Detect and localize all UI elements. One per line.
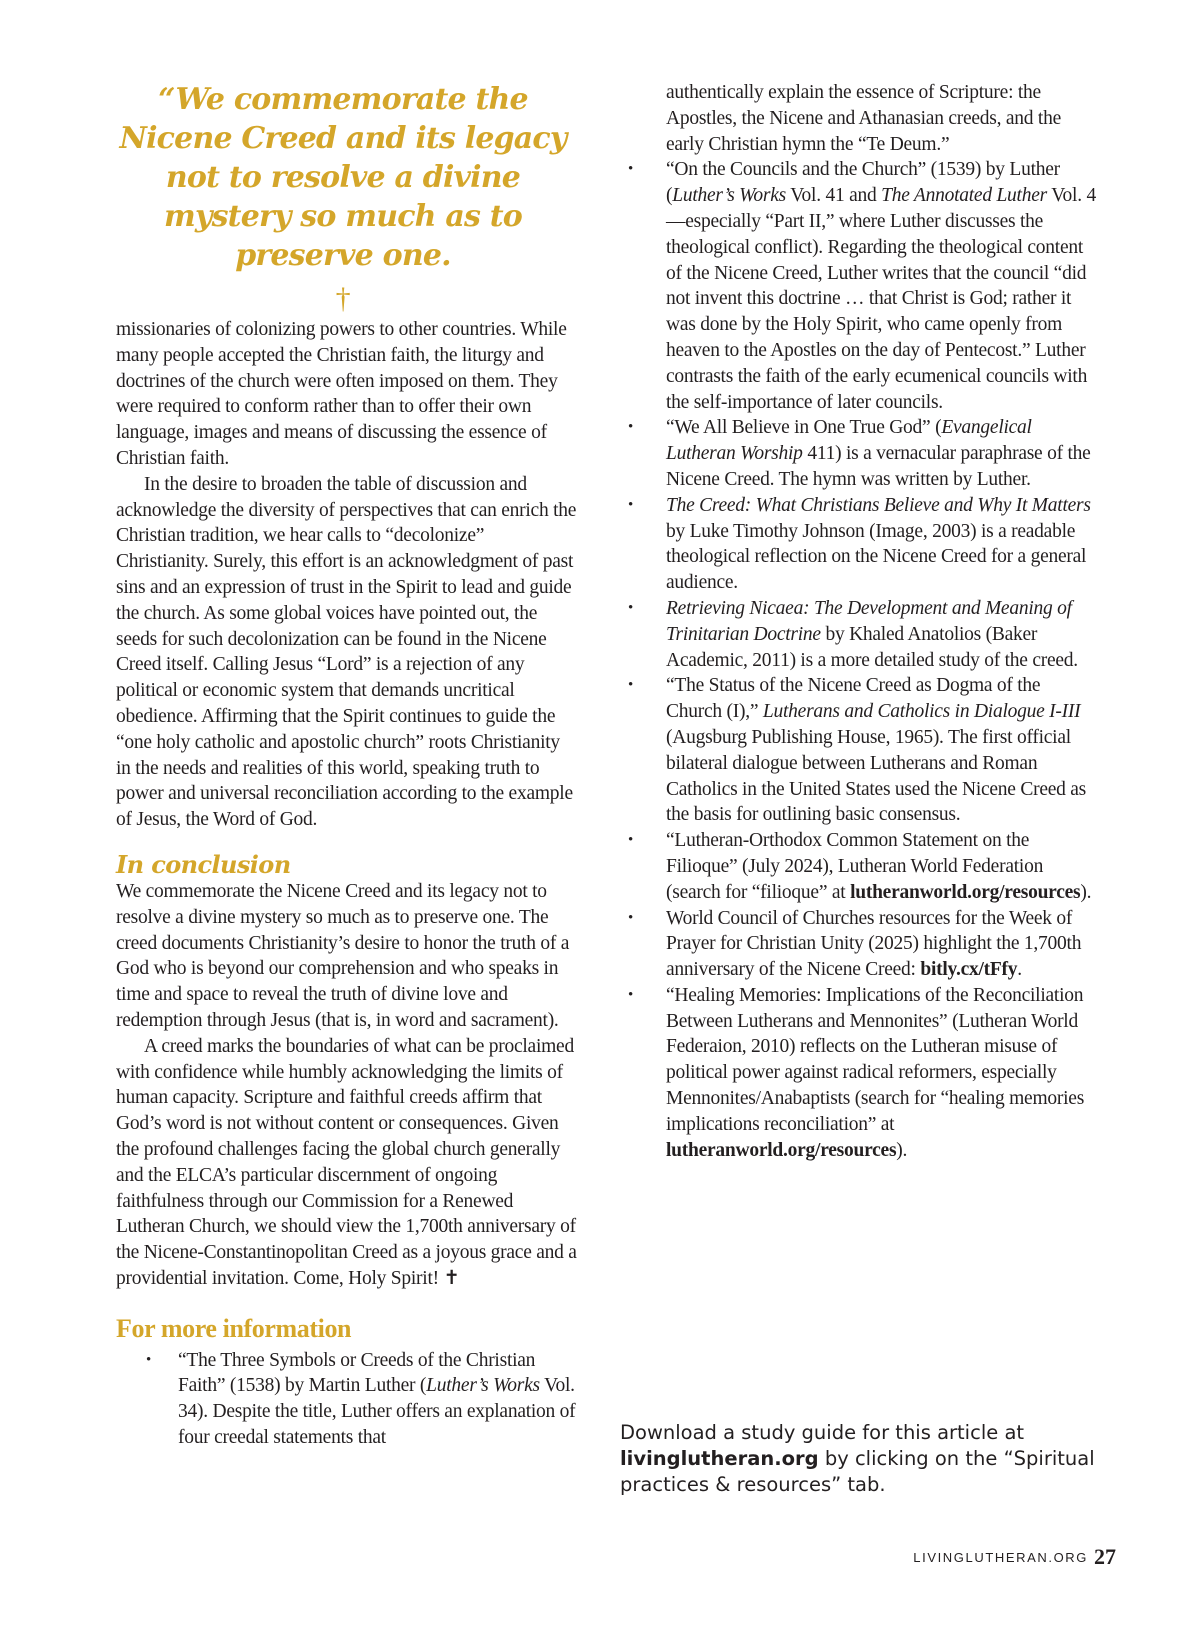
page-footer bbox=[913, 1544, 1116, 1570]
bullet-icon: • bbox=[628, 599, 634, 616]
ref-text: “The Status of the Nicene Creed as Dogma of the Church (I),” bbox=[666, 675, 1041, 723]
callout-link[interactable]: livinglutheran.org bbox=[620, 1447, 819, 1470]
right-column bbox=[628, 80, 1096, 1163]
ref-text: Vol. 41 and bbox=[785, 185, 882, 207]
ref-text: Vol. 4—especially “Part II,” where Luther discusses the theological conflict). Regarding the theological content of the Nicene Creed, Luther writes that the council “did not invent this doctrine … that Christ is God; rather it was done by the Holy Spirit, who came openly from heaven to the Apostles on the day of Pentecost.” Luther contrasts the faith of the early ecumenical councils with the self-importance of later councils. bbox=[666, 185, 1096, 413]
end-cross-icon: ✝ bbox=[443, 1267, 460, 1289]
callout-text: Download a study guide for this article at bbox=[620, 1421, 1025, 1444]
reference-item bbox=[628, 157, 1096, 415]
bullet-icon: • bbox=[628, 677, 634, 694]
reference-item bbox=[628, 415, 1096, 492]
reference-item bbox=[628, 493, 1096, 596]
ref-title: Lutherans and Catholics in Dialogue I-III bbox=[762, 701, 1081, 723]
ref-title: Luther’s Works bbox=[426, 1375, 540, 1397]
ref-text: . bbox=[1017, 959, 1022, 981]
footer-site: LIVINGLUTHERAN.ORG bbox=[913, 1550, 1088, 1565]
bullet-icon: • bbox=[628, 909, 634, 926]
left-column bbox=[116, 80, 578, 1451]
body-paragraph: We commemorate the Nicene Creed and its legacy not to resolve a divine mystery so much as to preserve one. The creed documents Christianity’s desire to honor the truth of a God who is beyond our comprehension and who speaks in time and space to reveal the truth of divine love and redemption through Jesus (that is, in word and sacrament). bbox=[116, 880, 570, 1031]
bullet-icon: • bbox=[628, 496, 634, 513]
ref-link[interactable]: lutheranworld.org/resources bbox=[666, 1139, 897, 1161]
ref-text: ). bbox=[1080, 881, 1092, 903]
ref-link[interactable]: bitly.cx/tFfy bbox=[920, 959, 1018, 981]
study-guide-callout bbox=[620, 1420, 1100, 1498]
ref-text: “Healing Memories: Implications of the Reconciliation Between Lutherans and Mennonites” (Lutheran World Federaion, 2010) reflects on the Lutheran misuse of political power against radical reformers, especially Mennonites/Anabaptists (search for “healing memories implications reconciliation” at bbox=[666, 984, 1085, 1135]
bullet-icon: • bbox=[628, 419, 634, 436]
body-paragraph: In the desire to broaden the table of discussion and acknowledge the diversity of perspectives that can enrich the Christian tradition, we hear calls to “decolonize” Christianity. Surely, this effort is an acknowledgment of past sins and an expression of trust in the Spirit to lead and guide the church. As some global voices have pointed out, the seeds for such decolonization can be found in the Nicene Creed itself. Calling Jesus “Lord” is a rejection of any political or economic system that demands uncritical obedience. Affirming that the Spirit continues to guide the “one holy catholic and apostolic church” roots Christianity in the needs and realities of this world, speaking truth to power and universal reconciliation according to the example of Jesus, the Word of God. bbox=[116, 473, 577, 831]
callout-text: by clicking on the “Spiritual practices & resources” tab. bbox=[620, 1447, 1095, 1496]
ref-title: The Annotated Luther bbox=[881, 185, 1047, 207]
ref-text: “We All Believe in One True God” ( bbox=[666, 417, 942, 439]
ref-title: Luther’s Works bbox=[672, 185, 786, 207]
reference-item bbox=[628, 828, 1096, 905]
ref-text: ). bbox=[896, 1139, 908, 1161]
section-heading-more-information: For more information bbox=[116, 1313, 352, 1343]
ref-text: Vol. 34). Despite the title, Luther offers an explanation of four creedal statements that bbox=[178, 1375, 576, 1449]
ref-link[interactable]: lutheranworld.org/resources bbox=[850, 881, 1081, 903]
page-number: 27 bbox=[1094, 1544, 1116, 1569]
ref-text: “Lutheran-Orthodox Common Statement on the Filioque” (July 2024), Lutheran World Federation (search for “filioque” at bbox=[666, 830, 1044, 903]
bullet-icon: • bbox=[628, 161, 634, 178]
ref-text: (Augsburg Publishing House, 1965). The first official bilateral dialogue between Lutherans and Roman Catholics in the United States used the Nicene Creed as the basis for outlining basic consensus. bbox=[666, 726, 1087, 826]
reference-continuation: authentically explain the essence of Scripture: the Apostles, the Nicene and Athanasian creeds, and the early Christian hymn the “Te Deum.” bbox=[666, 82, 1061, 155]
bullet-icon: • bbox=[628, 986, 634, 1003]
ref-text: “The Three Symbols or Creeds of the Christian Faith” (1538) by Martin Luther ( bbox=[178, 1349, 536, 1397]
reference-item bbox=[116, 1348, 578, 1451]
reference-list bbox=[628, 157, 1096, 1163]
ref-text: by Luke Timothy Johnson (Image, 2003) is a readable theological reflection on the Nicene Creed for a general audience. bbox=[666, 520, 1087, 594]
body-paragraph bbox=[116, 1034, 578, 1292]
ref-text: by Khaled Anatolios (Baker Academic, 2011) is a more detailed study of the creed. bbox=[666, 623, 1078, 671]
pull-quote: “We commemorate the Nicene Creed and its legacy not to resolve a divine mystery so much as to preserve one. bbox=[119, 82, 567, 273]
ref-text: 411) is a vernacular paraphrase of the Nicene Creed. The hymn was written by Luther. bbox=[666, 443, 1091, 490]
ref-title: Retrieving Nicaea: The Development and Meaning of Trinitarian Doctrine bbox=[666, 597, 1072, 645]
ref-title: The Creed: What Christians Believe and Why It Matters bbox=[666, 494, 1091, 516]
section-heading-conclusion: In conclusion bbox=[116, 849, 291, 879]
reference-item bbox=[628, 906, 1096, 983]
reference-item bbox=[628, 596, 1096, 673]
paragraph-text: A creed marks the boundaries of what can be proclaimed with confidence while humbly acknowledging the limits of human capacity. Scripture and faithful creeds affirm that God’s word is not without content or consequences. Given the profound challenges facing the global church generally and the ELCA’s particular discernment of ongoing faithfulness through our Commission for a Renewed Lutheran Church, we should view the 1,700th anniversary of the Nicene-Constantinopolitan Creed as a joyous grace and a providential invitation. Come, Holy Spirit! bbox=[116, 1035, 577, 1289]
ref-title: Evangelical Lutheran Worship bbox=[666, 417, 1032, 465]
reference-list bbox=[116, 1348, 578, 1451]
body-paragraph: missionaries of colonizing powers to other countries. While many people accepted the Christian faith, the liturgy and doctrines of the church were often imposed on them. They were required to conform rather than to offer their own language, images and means of discussing the essence of Christian faith. bbox=[116, 319, 567, 469]
ref-text: “On the Councils and the Church” (1539) by Luther ( bbox=[666, 159, 1060, 207]
cross-ornament-icon: † bbox=[335, 282, 351, 315]
bullet-icon: • bbox=[146, 1351, 152, 1368]
reference-item bbox=[628, 983, 1096, 1164]
reference-item bbox=[628, 673, 1096, 828]
bullet-icon: • bbox=[628, 832, 634, 849]
ref-text: World Council of Churches resources for the Week of Prayer for Christian Unity (2025) highlight the 1,700th anniversary of the Nicene Creed: bbox=[666, 907, 1082, 981]
